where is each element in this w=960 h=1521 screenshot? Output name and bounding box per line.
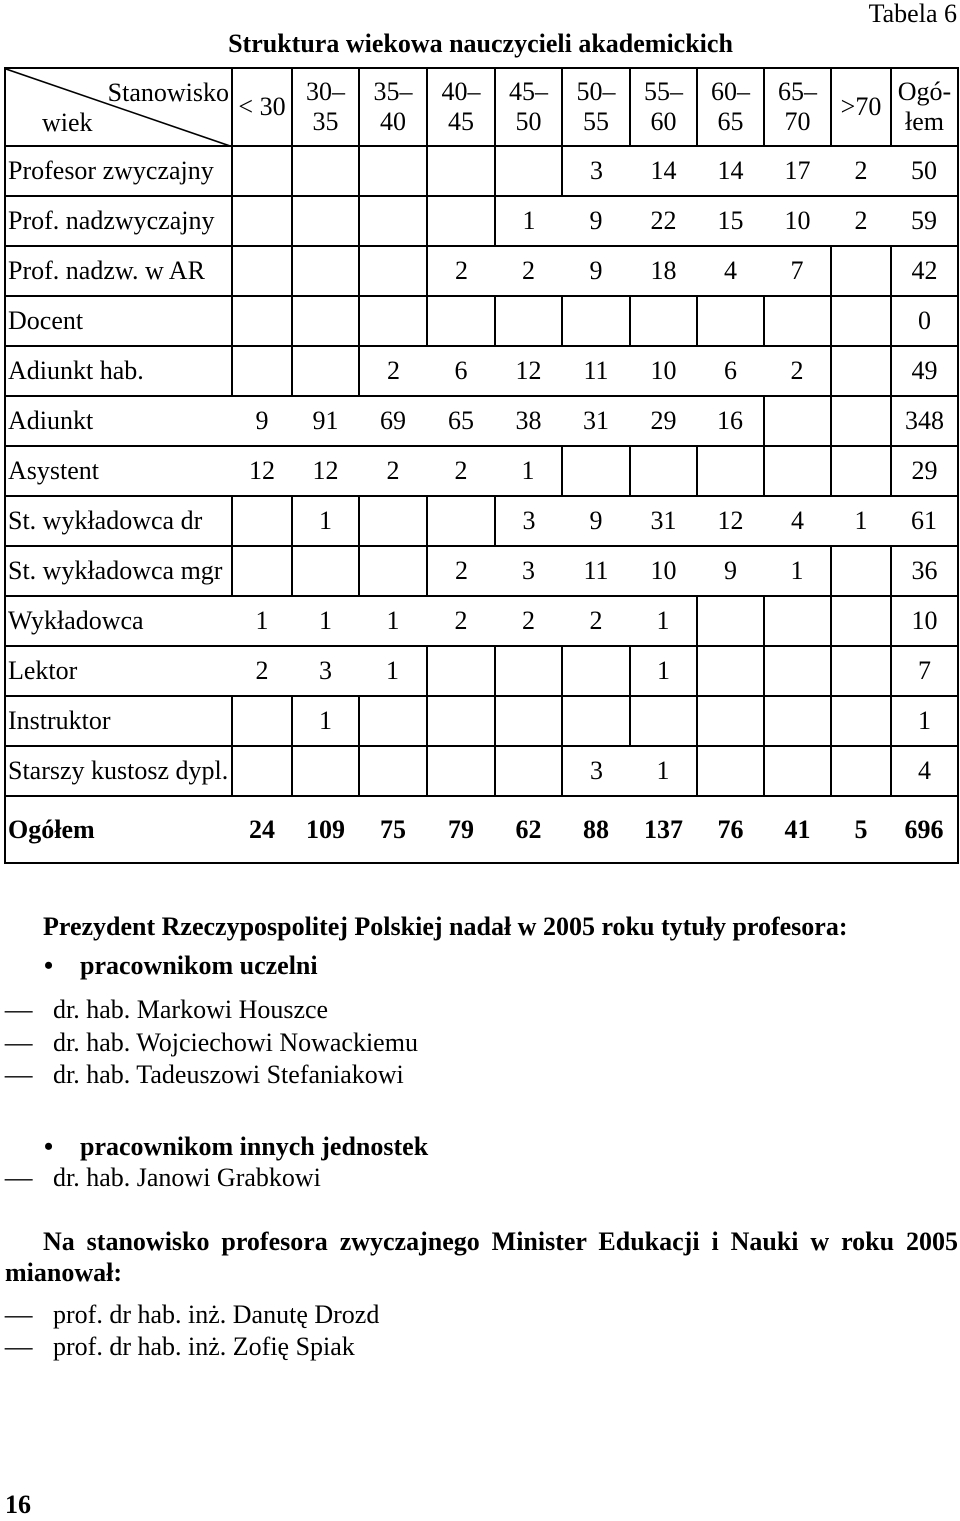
value-cell: 11	[562, 346, 630, 396]
appointment-paragraph: Na stanowisko profesora zwyczajnego Minister Edukacji i Nauki w roku 2005 mianował:	[5, 1227, 958, 1287]
table-row	[5, 246, 958, 296]
value-cell: 24	[232, 796, 292, 863]
position-header-label: Stanowisko	[107, 78, 229, 107]
row-total-cell: 4	[891, 746, 958, 796]
value-cell: 65	[427, 396, 495, 446]
value-cell: 9	[562, 496, 630, 546]
value-cell: 91	[292, 396, 359, 446]
honoree-name: dr. hab. Wojciechowi Nowackiemu	[53, 1028, 418, 1057]
empty-cell	[232, 246, 292, 296]
row-total-cell: 42	[891, 246, 958, 296]
empty-cell	[292, 146, 359, 196]
empty-cell	[697, 696, 764, 746]
row-total-cell: 696	[891, 796, 958, 863]
table-body	[5, 146, 958, 863]
empty-cell	[831, 596, 891, 646]
value-cell: 38	[495, 396, 562, 446]
list-item	[5, 994, 328, 1026]
appointee-name: prof. dr hab. inż. Zofię Spiak	[53, 1332, 355, 1361]
row-total-cell: 36	[891, 546, 958, 596]
age-group-header: 30– 35	[292, 68, 359, 146]
value-cell: 137	[630, 796, 697, 863]
empty-cell	[359, 696, 427, 746]
value-cell: 15	[697, 196, 764, 246]
table-row	[5, 396, 958, 446]
total-column-header: Ogó- łem	[891, 68, 958, 146]
value-cell: 9	[697, 546, 764, 596]
value-cell: 3	[495, 496, 562, 546]
value-cell: 1	[292, 596, 359, 646]
table-row	[5, 296, 958, 346]
empty-cell	[495, 746, 562, 796]
dash-marker: –	[5, 1028, 33, 1057]
value-cell: 16	[697, 396, 764, 446]
value-cell: 1	[630, 746, 697, 796]
empty-cell	[359, 296, 427, 346]
empty-cell	[427, 646, 495, 696]
empty-cell	[630, 296, 697, 346]
honoree-name: dr. hab. Tadeuszowi Stefaniakowi	[53, 1060, 404, 1089]
value-cell: 5	[831, 796, 891, 863]
value-cell: 10	[630, 346, 697, 396]
empty-cell	[630, 696, 697, 746]
empty-cell	[232, 346, 292, 396]
value-cell: 14	[697, 146, 764, 196]
row-total-cell: 50	[891, 146, 958, 196]
empty-cell	[359, 146, 427, 196]
empty-cell	[359, 196, 427, 246]
list-item	[5, 1299, 379, 1331]
value-cell: 1	[630, 596, 697, 646]
page-number: 16	[5, 1490, 31, 1519]
empty-cell	[359, 546, 427, 596]
value-cell: 9	[562, 196, 630, 246]
value-cell: 4	[697, 246, 764, 296]
row-label: St. wykładowca dr	[5, 496, 232, 546]
empty-cell	[495, 296, 562, 346]
empty-cell	[495, 696, 562, 746]
empty-cell	[232, 746, 292, 796]
value-cell: 12	[697, 496, 764, 546]
value-cell: 2	[427, 446, 495, 496]
value-cell: 3	[495, 546, 562, 596]
table-row	[5, 596, 958, 646]
age-group-header: 65– 70	[764, 68, 831, 146]
empty-cell	[831, 246, 891, 296]
value-cell: 4	[764, 496, 831, 546]
empty-cell	[697, 746, 764, 796]
row-label: Adiunkt hab.	[5, 346, 232, 396]
table-row	[5, 746, 958, 796]
dash-marker: –	[5, 1300, 33, 1329]
value-cell: 18	[630, 246, 697, 296]
dash-marker: –	[5, 1060, 33, 1089]
empty-cell	[697, 646, 764, 696]
value-cell: 12	[292, 446, 359, 496]
table-row	[5, 196, 958, 246]
empty-cell	[630, 446, 697, 496]
value-cell: 2	[427, 596, 495, 646]
age-structure-table	[4, 67, 959, 864]
value-cell: 2	[764, 346, 831, 396]
empty-cell	[359, 746, 427, 796]
value-cell: 1	[495, 446, 562, 496]
awards-intro: Prezydent Rzeczypospolitej Polskiej nadał w 2005 roku tytuły profesora:	[43, 912, 848, 941]
age-group-header: 45– 50	[495, 68, 562, 146]
age-group-header: 50– 55	[562, 68, 630, 146]
value-cell: 10	[764, 196, 831, 246]
value-cell: 31	[630, 496, 697, 546]
value-cell: 2	[831, 146, 891, 196]
empty-cell	[427, 496, 495, 546]
value-cell: 9	[232, 396, 292, 446]
row-label: Adiunkt	[5, 396, 232, 446]
empty-cell	[764, 596, 831, 646]
value-cell: 3	[562, 146, 630, 196]
empty-cell	[232, 296, 292, 346]
row-label: Prof. nadzw. w AR	[5, 246, 232, 296]
value-cell: 2	[495, 246, 562, 296]
value-cell: 6	[427, 346, 495, 396]
header-row	[5, 68, 958, 146]
empty-cell	[831, 296, 891, 346]
value-cell: 79	[427, 796, 495, 863]
row-total-cell: 0	[891, 296, 958, 346]
table-row	[5, 546, 958, 596]
empty-cell	[292, 346, 359, 396]
empty-cell	[427, 696, 495, 746]
value-cell: 22	[630, 196, 697, 246]
row-total-cell: 7	[891, 646, 958, 696]
empty-cell	[232, 196, 292, 246]
value-cell: 12	[232, 446, 292, 496]
value-cell: 29	[630, 396, 697, 446]
value-cell: 41	[764, 796, 831, 863]
bullet-item	[43, 1131, 428, 1163]
empty-cell	[232, 546, 292, 596]
value-cell: 2	[562, 596, 630, 646]
row-label: Profesor zwyczajny	[5, 146, 232, 196]
row-label: Lektor	[5, 646, 232, 696]
age-header-label: wiek	[42, 108, 93, 137]
dash-marker: –	[5, 995, 33, 1024]
total-row-label: Ogółem	[5, 796, 232, 863]
row-label: Wykładowca	[5, 596, 232, 646]
empty-cell	[359, 246, 427, 296]
age-group-header: 60– 65	[697, 68, 764, 146]
empty-cell	[495, 646, 562, 696]
empty-cell	[831, 346, 891, 396]
empty-cell	[427, 746, 495, 796]
empty-cell	[562, 646, 630, 696]
row-label: Prof. nadzwyczajny	[5, 196, 232, 246]
list-item	[5, 1331, 355, 1363]
empty-cell	[232, 146, 292, 196]
row-total-cell: 348	[891, 396, 958, 446]
table-row	[5, 496, 958, 546]
value-cell: 1	[292, 696, 359, 746]
row-label: Docent	[5, 296, 232, 346]
age-group-header: < 30	[232, 68, 292, 146]
table-row	[5, 446, 958, 496]
bullet-marker: •	[44, 1132, 54, 1161]
table-title: Struktura wiekowa nauczycieli akademickich	[228, 29, 733, 58]
empty-cell	[764, 396, 831, 446]
value-cell: 2	[232, 646, 292, 696]
value-cell: 1	[359, 646, 427, 696]
empty-cell	[562, 296, 630, 346]
value-cell: 17	[764, 146, 831, 196]
table-row	[5, 346, 958, 396]
value-cell: 2	[427, 246, 495, 296]
value-cell: 69	[359, 396, 427, 446]
value-cell: 3	[292, 646, 359, 696]
empty-cell	[292, 546, 359, 596]
value-cell: 2	[427, 546, 495, 596]
empty-cell	[764, 296, 831, 346]
table-row	[5, 646, 958, 696]
bullet-marker: •	[44, 951, 54, 980]
empty-cell	[697, 296, 764, 346]
value-cell: 7	[764, 246, 831, 296]
row-label: Asystent	[5, 446, 232, 496]
value-cell: 14	[630, 146, 697, 196]
value-cell: 75	[359, 796, 427, 863]
row-total-cell: 29	[891, 446, 958, 496]
empty-cell	[427, 146, 495, 196]
empty-cell	[232, 496, 292, 546]
empty-cell	[292, 746, 359, 796]
honoree-name: dr. hab. Janowi Grabkowi	[53, 1163, 321, 1192]
value-cell: 1	[764, 546, 831, 596]
age-group-header: 40– 45	[427, 68, 495, 146]
list-item	[5, 1027, 418, 1059]
value-cell: 1	[292, 496, 359, 546]
value-cell: 1	[495, 196, 562, 246]
empty-cell	[697, 446, 764, 496]
empty-cell	[562, 446, 630, 496]
corner-header-cell	[5, 68, 232, 146]
empty-cell	[831, 696, 891, 746]
value-cell: 2	[495, 596, 562, 646]
empty-cell	[831, 546, 891, 596]
age-group-header: 55– 60	[630, 68, 697, 146]
list-item	[5, 1162, 321, 1194]
empty-cell	[764, 696, 831, 746]
list-item	[5, 1059, 404, 1091]
value-cell: 1	[359, 596, 427, 646]
row-label: Instruktor	[5, 696, 232, 746]
row-total-cell: 1	[891, 696, 958, 746]
row-label: Starszy kustosz dypl.	[5, 746, 232, 796]
total-row	[5, 796, 958, 863]
empty-cell	[831, 746, 891, 796]
appointee-name: prof. dr hab. inż. Danutę Drozd	[53, 1300, 380, 1329]
empty-cell	[427, 296, 495, 346]
group-heading: pracownikom innych jednostek	[80, 1132, 429, 1161]
value-cell: 1	[630, 646, 697, 696]
value-cell: 2	[359, 446, 427, 496]
empty-cell	[359, 496, 427, 546]
value-cell: 1	[232, 596, 292, 646]
value-cell: 9	[562, 246, 630, 296]
empty-cell	[232, 696, 292, 746]
age-group-header: >70	[831, 68, 891, 146]
value-cell: 3	[562, 746, 630, 796]
row-total-cell: 10	[891, 596, 958, 646]
empty-cell	[831, 396, 891, 446]
value-cell: 1	[831, 496, 891, 546]
value-cell: 2	[359, 346, 427, 396]
empty-cell	[292, 296, 359, 346]
value-cell: 10	[630, 546, 697, 596]
bullet-item	[43, 950, 318, 982]
empty-cell	[764, 446, 831, 496]
empty-cell	[764, 746, 831, 796]
empty-cell	[831, 446, 891, 496]
empty-cell	[831, 646, 891, 696]
value-cell: 76	[697, 796, 764, 863]
honoree-name: dr. hab. Markowi Houszce	[53, 995, 329, 1024]
dash-marker: –	[5, 1163, 33, 1192]
row-total-cell: 59	[891, 196, 958, 246]
value-cell: 88	[562, 796, 630, 863]
value-cell: 2	[831, 196, 891, 246]
empty-cell	[427, 196, 495, 246]
row-total-cell: 61	[891, 496, 958, 546]
empty-cell	[697, 596, 764, 646]
group-heading: pracownikom uczelni	[80, 951, 318, 980]
empty-cell	[764, 646, 831, 696]
value-cell: 12	[495, 346, 562, 396]
dash-marker: –	[5, 1332, 33, 1361]
table-row	[5, 146, 958, 196]
empty-cell	[495, 146, 562, 196]
row-label: St. wykładowca mgr	[5, 546, 232, 596]
empty-cell	[292, 246, 359, 296]
value-cell: 31	[562, 396, 630, 446]
value-cell: 11	[562, 546, 630, 596]
age-group-header: 35– 40	[359, 68, 427, 146]
table-number-label: Tabela 6	[868, 0, 957, 28]
value-cell: 6	[697, 346, 764, 396]
value-cell: 109	[292, 796, 359, 863]
row-total-cell: 49	[891, 346, 958, 396]
value-cell: 62	[495, 796, 562, 863]
empty-cell	[292, 196, 359, 246]
table-row	[5, 696, 958, 746]
empty-cell	[562, 696, 630, 746]
